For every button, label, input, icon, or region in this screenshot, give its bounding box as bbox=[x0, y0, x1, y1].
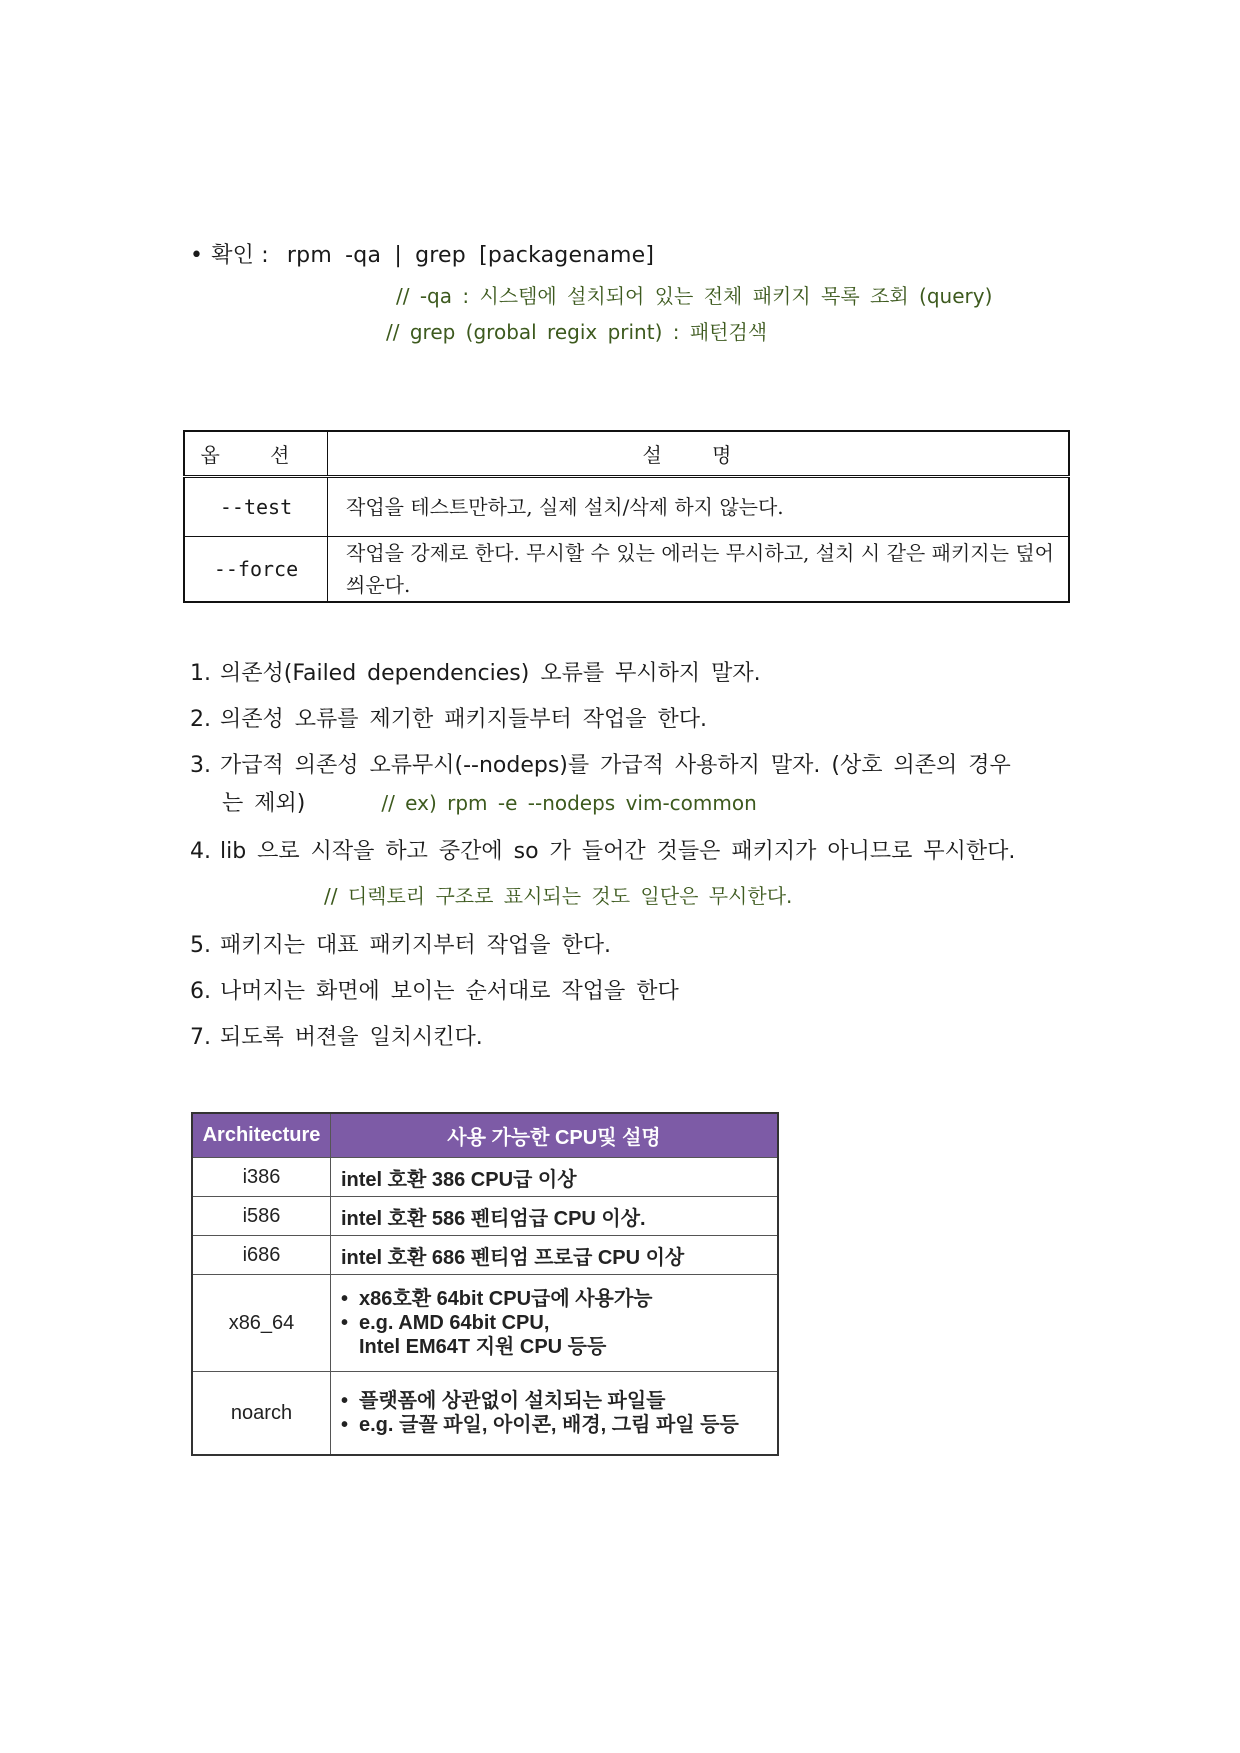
list-item bbox=[190, 928, 611, 959]
list-item bbox=[190, 974, 679, 1005]
list-item bbox=[190, 702, 707, 733]
rpm-command: rpm -qa | grep [packagename] bbox=[286, 243, 655, 268]
list-number: 1. bbox=[190, 661, 211, 686]
list-text: 가급적 의존성 오류무시(--nodeps)를 가급적 사용하지 말자. (상호 의존의 경우 bbox=[220, 753, 1011, 778]
arch-x86-64: x86_64 bbox=[192, 1275, 331, 1372]
arch-i386-desc: intel 호환 386 CPU급 이상 bbox=[331, 1158, 779, 1197]
arch-header-architecture: Architecture bbox=[192, 1113, 331, 1158]
table-row bbox=[192, 1275, 778, 1372]
table-row bbox=[184, 537, 1069, 603]
bullet-icon: • bbox=[190, 243, 204, 268]
comment-directory: // 디렉토리 구조로 표시되는 것도 일단은 무시한다. bbox=[324, 884, 793, 908]
option-force: --force bbox=[184, 537, 328, 603]
comment-nodeps-example: // ex) rpm -e --nodeps vim-common bbox=[381, 791, 757, 815]
list-text: 되도록 버젼을 일치시킨다. bbox=[220, 1025, 483, 1050]
option-test: --test bbox=[184, 477, 328, 537]
table-row bbox=[192, 1372, 778, 1456]
list-text: lib 으로 시작을 하고 중간에 so 가 들어간 것들은 패키지가 아니므로 무시한다. bbox=[220, 839, 1016, 864]
arch-x86-64-desc bbox=[331, 1275, 779, 1372]
arch-i686-desc: intel 호환 686 펜티엄 프로급 CPU 이상 bbox=[331, 1236, 779, 1275]
check-command-line bbox=[190, 238, 654, 269]
list-item bbox=[190, 1020, 483, 1051]
list-number: 6. bbox=[190, 979, 211, 1004]
arch-noarch: noarch bbox=[192, 1372, 331, 1456]
options-table bbox=[183, 430, 1070, 603]
list-text: 나머지는 화면에 보이는 순서대로 작업을 한다 bbox=[220, 979, 679, 1004]
architecture-table bbox=[191, 1112, 779, 1456]
options-header-option: 옵 션 bbox=[184, 431, 328, 477]
arch-header-cpu: 사용 가능한 CPU및 설명 bbox=[331, 1113, 779, 1158]
list-text: 의존성(Failed dependencies) 오류를 무시하지 말자. bbox=[220, 661, 761, 686]
comment-grep: // grep (grobal regix print) : 패턴검색 bbox=[386, 320, 768, 344]
list-number: 7. bbox=[190, 1025, 211, 1050]
table-row bbox=[192, 1236, 778, 1275]
comment-qa: // -qa : 시스템에 설치되어 있는 전체 패키지 목록 조회 (query) bbox=[396, 284, 993, 308]
arch-i586: i586 bbox=[192, 1197, 331, 1236]
options-header-description: 설 명 bbox=[328, 431, 1070, 477]
bullet-line: • e.g. 글꼴 파일, 아이콘, 배경, 그림 파일 등등 bbox=[341, 1414, 739, 1436]
table-row bbox=[192, 1158, 778, 1197]
table-row bbox=[192, 1197, 778, 1236]
list-text: 패키지는 대표 패키지부터 작업을 한다. bbox=[220, 933, 611, 958]
bullet-line-continued: Intel EM64T 지원 CPU 등등 bbox=[359, 1336, 607, 1358]
list-item-continuation bbox=[222, 786, 757, 817]
arch-i686: i686 bbox=[192, 1236, 331, 1275]
list-number: 2. bbox=[190, 707, 211, 732]
option-test-description: 작업을 테스트만하고, 실제 설치/삭제 하지 않는다. bbox=[328, 477, 1070, 537]
check-label: 확인 : bbox=[211, 243, 269, 268]
list-item bbox=[190, 834, 1015, 865]
bullet-line: • 플랫폼에 상관없이 설치되는 파일들 bbox=[341, 1390, 666, 1412]
list-number: 3. bbox=[190, 753, 211, 778]
list-item bbox=[190, 748, 1070, 779]
bullet-line: • x86호환 64bit CPU급에 사용가능 bbox=[341, 1288, 653, 1310]
list-item bbox=[190, 656, 761, 687]
arch-i586-desc: intel 호환 586 펜티엄급 CPU 이상. bbox=[331, 1197, 779, 1236]
arch-noarch-desc bbox=[331, 1372, 779, 1456]
option-force-description: 작업을 강제로 한다. 무시할 수 있는 에러는 무시하고, 설치 시 같은 패키지는 덮어씌운다. bbox=[328, 537, 1070, 603]
table-row bbox=[184, 477, 1069, 537]
list-number: 5. bbox=[190, 933, 211, 958]
bullet-line: • e.g. AMD 64bit CPU, bbox=[341, 1312, 550, 1334]
list-text: 의존성 오류를 제기한 패키지들부터 작업을 한다. bbox=[220, 707, 708, 732]
arch-i386: i386 bbox=[192, 1158, 331, 1197]
list-text-continued: 는 제외) bbox=[222, 791, 306, 816]
list-number: 4. bbox=[190, 839, 211, 864]
